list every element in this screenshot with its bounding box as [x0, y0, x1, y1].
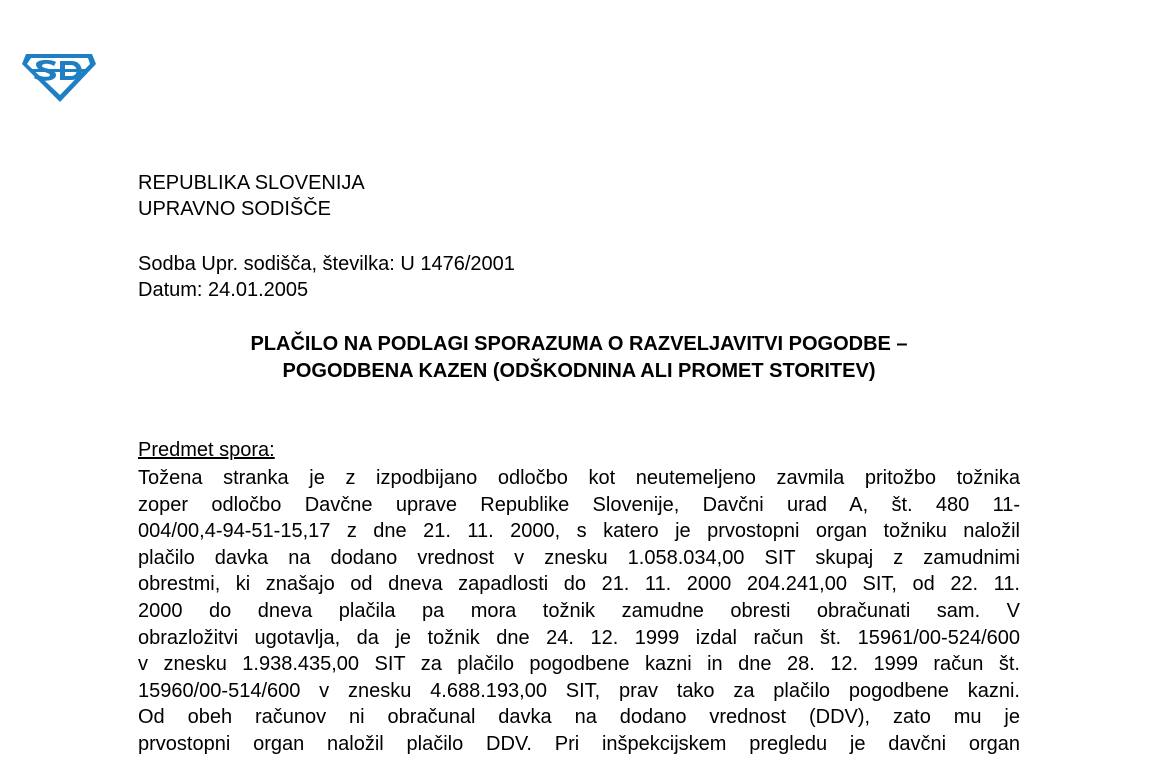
body-line: prvostopni organ naložil plačilo DDV. Pri inšpekcijskem pregledu je davčni organ — [138, 732, 1020, 755]
body-line: obrazložitvi ugotavlja, da je tožnik dne 24. 12. 1999 izdal račun št. 15961/00-524/600 — [138, 626, 1020, 649]
court-name: UPRAVNO SODIŠČE — [138, 198, 331, 220]
ruling-number: Sodba Upr. sodišča, številka: U 1476/2001 — [138, 253, 515, 275]
body-line: zoper odločbo Davčne uprave Republike Slovenije, Davčni urad A, št. 480 11- — [138, 493, 1020, 516]
body-line: 004/00,4-94-51-15,17 z dne 21. 11. 2000, s katero je prvostopni organ tožniku naložil — [138, 520, 1020, 543]
section-heading: Predmet spora: — [138, 439, 275, 461]
body-line: Tožena stranka je z izpodbijano odločbo kot neutemeljeno zavmila pritožbo tožnika — [138, 467, 1020, 489]
country-name: REPUBLIKA SLOVENIJA — [138, 172, 365, 194]
body-line: v znesku 1.938.435,00 SIT za plačilo pogodbene kazni in dne 28. 12. 1999 račun št. — [138, 653, 1020, 676]
body-line: Od obeh računov ni obračunal davka na dodano vrednost (DDV), zato mu je — [138, 706, 1020, 729]
title-line-2: POGODBENA KAZEN (ODŠKODNINA ALI PROMET STORITEV) — [282, 359, 876, 382]
document-title — [138, 331, 1020, 384]
body-line: plačilo davka na dodano vrednost v znesku 1.058.034,00 SIT skupaj z zamudnimi — [138, 546, 1020, 569]
body-line: obrestmi, ki znašajo od dneva zapadlosti do 21. 11. 2000 204.241,00 SIT, od 22. 11. — [138, 573, 1020, 596]
title-line-1: PLAČILO NA PODLAGI SPORAZUMA O RAZVELJAVITVI POGODBE – — [250, 333, 908, 355]
body-line: 15960/00-514/600 v znesku 4.688.193,00 SIT, prav tako za plačilo pogodbene kazni. — [138, 679, 1020, 702]
court-logo — [22, 50, 96, 104]
ruling-date: Datum: 24.01.2005 — [138, 279, 309, 301]
body-line: 2000 do dneva plačila pa mora tožnik zamudne obresti obračunati sam. V — [138, 599, 1020, 622]
body-paragraph — [138, 465, 1020, 758]
